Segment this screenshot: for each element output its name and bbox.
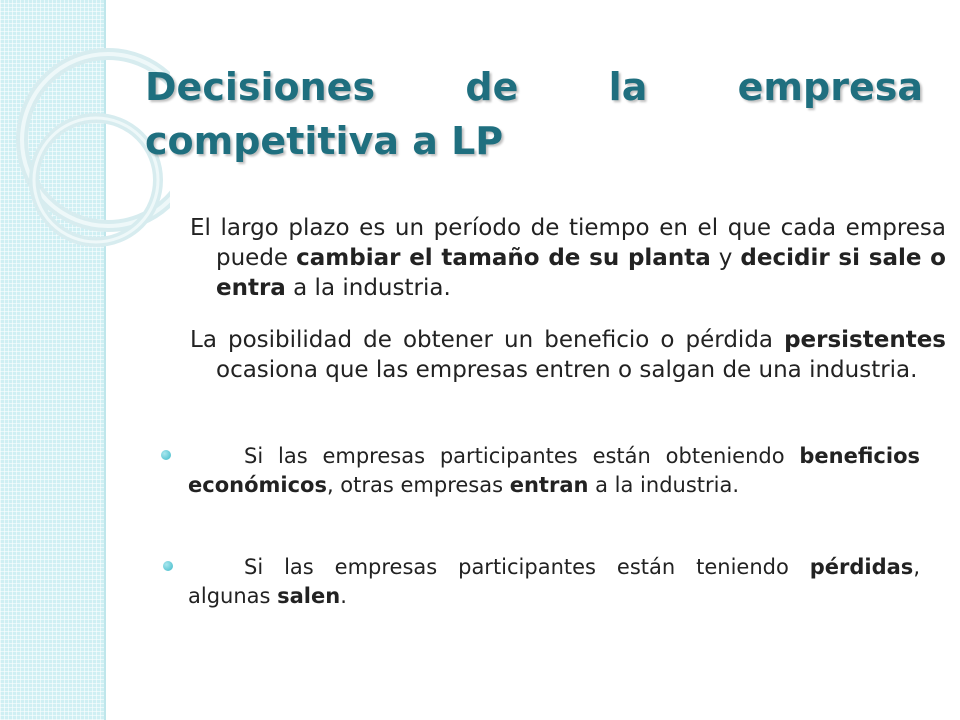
paragraph1-text: El largo plazo es un período de tiempo en el que cada empresa puede	[190, 215, 946, 271]
bullet1-bold: beneficios económicos	[188, 444, 920, 497]
bullet-icon	[163, 561, 173, 571]
paragraph2-bold: persistentes	[784, 327, 946, 353]
bullet1-text: Si las empresas participantes están obteniendo	[244, 444, 800, 468]
bullet2-bold: salen	[277, 584, 341, 608]
bullet-icon	[161, 450, 171, 460]
bullet1-text: , otras empresas	[326, 473, 510, 497]
paragraph1-bold: cambiar el tamaño de su planta	[296, 245, 711, 271]
bullet2-text: , algunas	[188, 555, 920, 608]
paragraph1-bold: decidir si sale o entra	[216, 245, 946, 301]
bullet2-text: Si las empresas participantes están teniendo	[244, 555, 810, 579]
paragraph-long-term-definition	[190, 213, 946, 303]
paragraph1-text: a la industria.	[285, 275, 451, 301]
paragraph2-text: ocasiona que las empresas entren o salgan de una industria.	[216, 357, 918, 383]
title-line-1: Decisiones de la empresa	[145, 65, 923, 109]
bullet1-text: a la industria.	[588, 473, 740, 497]
bullet2-bold: pérdidas	[809, 555, 914, 579]
title-line-2: competitiva a LP	[145, 119, 504, 163]
paragraph1-text: y	[710, 245, 741, 271]
paragraph2-text: La posibilidad de obtener un beneficio o pérdida	[190, 327, 785, 353]
slide-title	[145, 60, 923, 168]
bullet1-bold: entran	[509, 473, 589, 497]
paragraph-persistent-profit-loss	[190, 325, 946, 385]
bullet-profits-entry	[188, 442, 920, 500]
bullet-losses-exit	[188, 553, 920, 611]
bullet2-text: .	[340, 584, 347, 608]
